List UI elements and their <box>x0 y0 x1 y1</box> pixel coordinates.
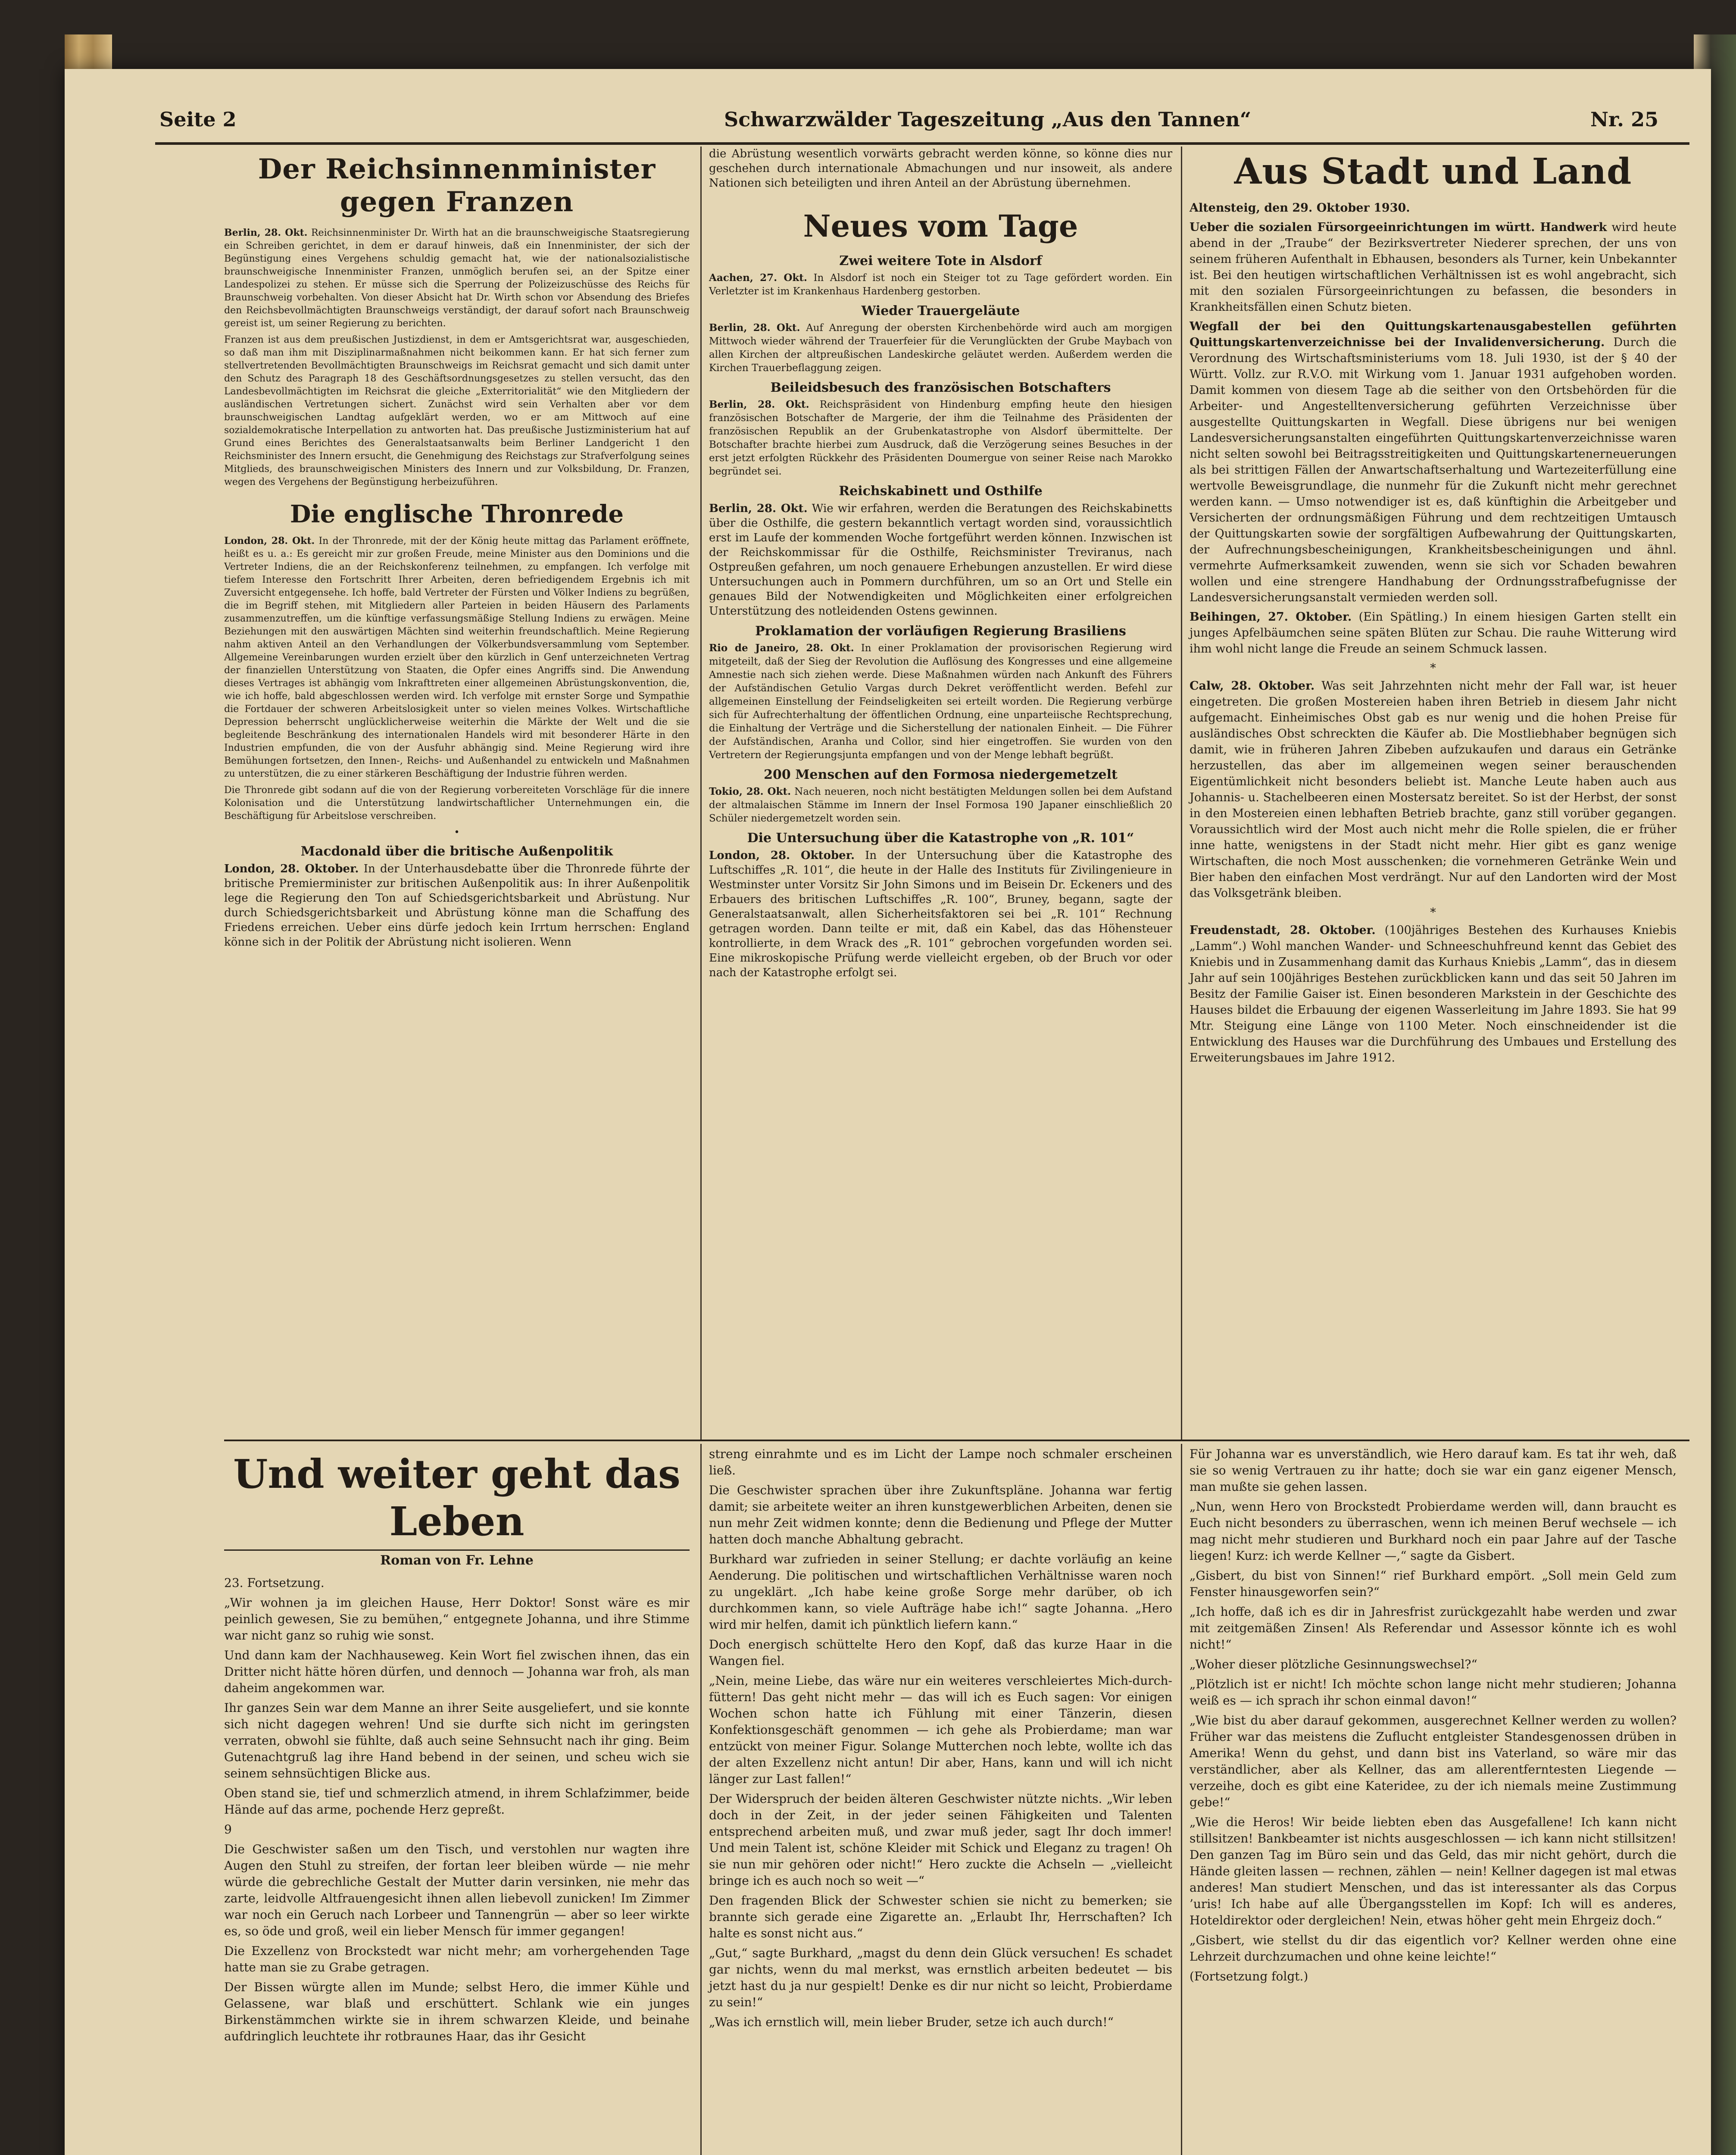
serial-paragraph: Und dann kam der Nachhauseweg. Kein Wort fiel zwischen ihnen, das ein Dritter nicht hätte hören dürfen, und dennoch — Johanna war froh, als man daheim angekommen war. <box>224 1648 690 1695</box>
article-paragraph: Berlin, 28. Okt. Reichsinnenminister Dr. Wirth hat an die braunschweigische Staatsregierung ein Schreiben gerichtet, in dem er darauf hinweis, daß ein Innenminister, der sich der Begünstigung eines Vergehens schuldig gemacht hat, wie der nationalsozialistische braunschweigische Innenminister Franzen, unmöglich berufen sei, an der Spitze einer Landespolizei zu stehen. Er müsse sich die Sperrung der Polizeizuschüsse des Reichs für Braunschweig vorbehalten. Von dieser Absicht hat Dr. Wirth schon vor Absendung des Briefes den Reichsbevollmächtigten Braunschweigs verständigt, der darauf sofort nach Braunschweig gereist ist, um seiner Regierung zu berichten. <box>224 227 690 329</box>
separator: * <box>1430 662 1436 675</box>
serial-paragraph: Für Johanna war es unverständlich, wie Hero darauf kam. Es tat ihr weh, daß sie so wenig Vertrauen zu ihr hatte; doch sie war ein ganz eigener Mensch, man mußte sie gehen lassen. <box>1190 1447 1677 1494</box>
article-paragraph: Die Thronrede gibt sodann auf die von der Regierung vorbereiteten Vorschläge für die innere Kolonisation und die Unterstützung landwirtschaftlicher Unternehmungen ein, die Beschäftigung für Arbeitslose verschreiben. <box>224 785 690 821</box>
serial-paragraph: „Wir wohnen ja im gleichen Hause, Herr Doktor! Sonst wäre es mir peinlich gewesen, Sie zu bemühen,“ entgegnete Johanna, und ihre Stimme war nicht ganz so ruhig wie sonst. <box>224 1596 690 1643</box>
serial-paragraph: streng einrahmte und es im Licht der Lampe noch schmaler erscheinen ließ. <box>709 1447 1172 1477</box>
article-title: Der Reichsinnenminister gegen Franzen <box>258 153 656 218</box>
serial-paragraph: „Was ich ernstlich will, mein lieber Bruder, setze ich auch durch!“ <box>709 2015 1114 2029</box>
serial-paragraph: „Wie die Heros! Wir beide liebten eben das Ausgefallene! Ich kann nicht stillsitzen! Bankbeamter ist nichts ausgeschlossen — ich kann nicht stillsitzen! Den ganzen Tag im Büro sein und das Geld, das mir nicht gehört, durch die Hände gleiten lassen — rechnen, zählen — nein! Kellner dagegen ist mal etwas anderes! Man studiert Menschen, und das ist interessanter als das Corpus ’uris! Ich habe auf alle Übergangsstellen im Kopf: Ich will es anderes, Hoteldirektor oder dergleichen! Nein, etwas höher geht mein Ehrgeiz doch.“ <box>1190 1815 1677 1927</box>
serial-paragraph: „Woher dieser plötzliche Gesinnungswechsel?“ <box>1190 1657 1477 1671</box>
article-paragraph: Freudenstadt, 28. Oktober. (100jähriges Bestehen des Kurhauses Kniebis „Lamm“.) Wohl manchen Wander- und Schneeschuhfreund kennt das Gebiet des Kniebis und in Zusammenhang damit das Kurhaus Kniebis „Lamm“, das in diesem Jahr auf sein 100jähriges Bestehen zurückblicken kann und das seit 50 Jahren im Besitz der Familie Gaiser ist. Einen besonderen Markstein in der Geschichte des Hauses bildet die Erbauung der eigenen Wasserleitung im Jahre 1893. Sie hat 99 Mtr. Steigung eine Länge von 1100 Meter. Noch einschneidender ist die Entwicklung des Hauses war die Durchführung des Umbaues und Erstellung des Erweiterungsbaues im Jahre 1912. <box>1190 924 1677 1065</box>
article-paragraph: Calw, 28. Oktober. Was seit Jahrzehnten nicht mehr der Fall war, ist heuer eingetreten. Die großen Mostereien haben ihren Betrieb in diesem Jahr nicht aufgemacht. Einheimisches Obst gab es nur wenig und die hohen Preise für ausländisches Obst schreckten die Käufer ab. Die Mostliebhaber begnügen sich damit, wie in früheren Jahren Zibeben aufzukaufen und daraus ein Getränke herzustellen, das aber im allgemeinen wegen seiner berauschenden Eigentümlichkeit nicht besonders beliebt ist. Manche Leute haben auch aus Johannis- u. Stachelbeeren einen Mostersatz bereitet. So ist der Herbst, der sonst in den Mostereien einen lebhaften Betrieb brachte, ganz still vorüber gegangen. Voraussichtlich wird der Most auch nicht mehr die Rolle spielen, die er früher inne hatte, wenigstens in der Stadt nicht mehr. Hier gibt es ganz wenige Wirtschaften, die noch Most ausschenken; die vornehmeren Getränke Wein und Bier haben den einfachen Most verdrängt. Nur auf den Landorten wird der Most das Volksgetränk bleiben. <box>1190 679 1677 900</box>
separator: • <box>454 827 460 838</box>
serial-paragraph: Oben stand sie, tief und schmerzlich atmend, in ihrem Schlafzimmer, beide Hände auf das arme, pochende Herz gepreßt. <box>224 1786 690 1817</box>
article-subtitle: Wieder Trauergeläute <box>861 303 1020 319</box>
article-paragraph: Wegfall der bei den Quittungskartenausgabestellen geführten Quittungskartenverzeichnisse bei der Invalidenversicherung. Durch die Verordnung des Wirtschaftsministeriums vom 18. Juli 1930, ist der § 40 der Württ. Vollz. zur R.V.O. mit Wirkung vom 1. Januar 1931 aufgehoben worden. Damit kommen von diesem Tage ab die seither von den Ortsbehörden für die Arbeiter- und Angestelltenversicherung geführten Verzeichnisse über ausgestellte Quittungskarten in Wegfall. Diese übrigens nur bei wenigen Landesversicherungsanstalten eingeführten Quittungskartenverzeichnisse waren nicht selten sowohl bei Beitragsstreitigkeiten und Quittungskartenerneuerungen als bei strittigen Fällen der Anwartschaftserhaltung und Wartezeiterfüllung eine wertvolle Beweisgrundlage, die nunmehr für die Zukunft nicht mehr gerechnet werden kann. — Umso notwendiger ist es, daß künftighin die Arbeitgeber und Versicherten der ordnungsmäßigen Führung und dem rechtzeitigen Umtausch der Quittungskarten sowie der sorgfältigen Aufbewahrung der Quittungskarten, der Aufrechnungsbescheinigungen, Krankheitsbescheinigungen und ähnl. vermehrte Aufmerksamkeit zuwenden, wenn sie sich vor Schaden bewahren wollen und eine strengere Handhabung der Ordnungsstrafbefugnisse der Landesversicherungsanstalt vermieden werden soll. <box>1190 320 1677 604</box>
article-paragraph: Tokio, 28. Okt. Nach neueren, noch nicht bestätigten Meldungen sollen bei dem Aufstand der altmalaischen Stämme im Innern der Insel Formosa 190 Japaner einschließlich 20 Schüler niedergemetzelt worden sein. <box>709 786 1172 824</box>
column-rule <box>1181 147 1182 1440</box>
serial-paragraph: Die Geschwister saßen um den Tisch, und verstohlen nur wagten ihre Augen den Stuhl zu streifen, der fortan leer bleiben würde — nie mehr würde die gebrechliche Gestalt der Mutter darin versinken, nie mehr das zarte, leidvolle Altfrauengesicht ihnen allen liebevoll zunicken! Im Zimmer war noch ein Geruch nach Lorbeer und Tannengrün — aber so leer wirkte es, so öde und groß, weil ein lieber Mensch für immer gegangen! <box>224 1842 690 1938</box>
article-paragraph: die Abrüstung wesentlich vorwärts gebracht werden könne, so könne dies nur geschehen durch internationale Abmachungen und nur insoweit, als andere Nationen sich beteiligten und ihren Anteil an der Abrüstung übernehmen. <box>709 147 1172 190</box>
page-header <box>155 103 1689 145</box>
column-1 <box>224 149 690 953</box>
column-rule <box>700 1444 702 2155</box>
column-rule <box>700 147 702 1440</box>
serial-column-1 <box>224 1446 690 2048</box>
separator: * <box>1430 906 1436 919</box>
serial-paragraph: Den fragenden Blick der Schwester schien sie nicht zu bemerken; sie brannte sich gerade eine Zigarette an. „Erlaubt Ihr, Herrschaften? Ich halte es sonst nicht aus.“ <box>709 1893 1172 1940</box>
serial-column-2 <box>709 1446 1172 2034</box>
installment-label: 23. Fortsetzung. <box>224 1576 325 1590</box>
page-number: Seite 2 <box>159 108 237 131</box>
serial-paragraph: „Ich hoffe, daß ich es dir in Jahresfrist zurückgezahlt habe werden und zwar mit zeitgemäßen Zinsen! Als Referendar und Assessor könnte ich es wohl nicht!“ <box>1190 1605 1677 1652</box>
article-subtitle: Macdonald über die britische Außenpolitik <box>300 844 613 859</box>
serial-paragraph: „Plötzlich ist er nicht! Ich möchte schon lange nicht mehr studieren; Johanna weiß es — ich sprach ihr schon einmal davon!“ <box>1190 1677 1677 1708</box>
serial-column-3 <box>1190 1446 1677 1988</box>
article-paragraph: Berlin, 28. Okt. Reichspräsident von Hindenburg empfing heute den hiesigen französischen Botschafter de Margerie, der ihm die Teilnahme des Präsidenten der französischen Republik an der Grubenkatastrophe von Alsdorf übermittelte. Der Botschafter brachte hierbei zum Ausdruck, daß die Verzögerung seines Besuches in der erst jetzt erfolgten Rückkehr des Präsidenten Doumergue von seiner Reise nach Marokko begründet sei. <box>709 399 1172 477</box>
dateline: Altensteig, den 29. Oktober 1930. <box>1190 201 1410 215</box>
article-paragraph: Berlin, 28. Okt. Auf Anregung der obersten Kirchenbehörde wird auch am morgigen Mittwoch wieder während der Trauerfeier für die Verunglückten der Grube Maybach von allen Kirchen der altpreußischen Landeskirche geläutet werden. Außerdem werden die Kirchen Trauerbeflaggung zeigen. <box>709 322 1173 374</box>
article-subtitle: 200 Menschen auf den Formosa niedergemetzelt <box>764 767 1118 782</box>
serial-paragraph: Der Bissen würgte allen im Munde; selbst Hero, die immer Kühle und Gelassene, war blaß und erschüttert. Schlank wie ein junges Birkenstämmchen wirkte sie in ihrem schwarzen Kleide, und beinahe aufdringlich leuchtete ihr rotbraunes Haar, das ihr Gesicht <box>224 1980 690 2043</box>
serial-paragraph: Doch energisch schüttelte Hero den Kopf, daß das kurze Haar in die Wangen fiel. <box>709 1637 1172 1668</box>
serial-paragraph: Der Widerspruch der beiden älteren Geschwister nützte nichts. „Wir leben doch in der Zeit, in der jeder seinen Fähigkeiten und Talenten entsprechend arbeiten muß, und zwar muß jeder, sagt Ihr doch immer! Und mein Talent ist, schöne Kleider mit Schick und Eleganz zu tragen! Oh sie nun mir gehören oder nicht!“ Hero zuckte die Achseln — „vielleicht bringe ich es auch noch so weit —“ <box>709 1792 1172 1888</box>
article-subtitle: Proklamation der vorläufigen Regierung Brasiliens <box>755 624 1126 639</box>
article-subtitle: Zwei weitere Tote in Alsdorf <box>839 253 1042 269</box>
article-subtitle: Die Untersuchung über die Katastrophe von „R. 101“ <box>747 831 1134 846</box>
article-paragraph: Rio de Janeiro, 28. Okt. In einer Proklamation der provisorischen Regierung wird mitgeteilt, daß der Sieg der Revolution die Auflösung des Kongresses und eine allgemeine Amnestie nach sich ziehen werde. Diese Maßnahmen würden nach Ankunft des Führers der Aufständischen Getulio Vargas durch Dekret veröffentlicht werden. Befehl zur allgemeinen Einstellung der Feindseligkeiten sei erteilt worden. Die Regierung verbürge sich für Aufrechterhaltung der öffentlichen Ordnung, eine unparteiische Rechtsprechung, die Einhaltung der Verträge und die Sicherstellung der nationalen Einheit. — Die Führer der Aufständischen, Aranha und Collor, sind hier eingetroffen. Sie wurden von den Vertretern der Regierungsjunta empfangen und von der Menge lebhaft begrüßt. <box>709 642 1172 761</box>
article-paragraph: London, 28. Oktober. In der Unterhausdebatte über die Thronrede führte der britische Premierminister zur britischen Außenpolitik aus: In ihrer Außenpolitik lege die Regierung den Ton auf Schiedsgerichtsbarkeit und Abrüstung. Nur durch Schiedsgerichtsbarkeit und Abrüstung könne man die Schaffung des Friedens erreichen. Ueber eins dürfe jedoch kein Irrtum herrschen: England könne sich in der Politik der Abrüstung nicht isolieren. Wenn <box>224 862 690 949</box>
serial-paragraph: „Nein, meine Liebe, das wäre nur ein weiteres verschleiertes Mich-durch-füttern! Das geht nicht mehr — das will ich es Euch sagen: Vor einigen Wochen schon hatte ich Fühlung mit einer Tänzerin, diesen Konfektionsgeschäft genommen — ich gehe als Probierdame; man war entzückt von meiner Figur. Solange Mutterchen noch lebte, wollte ich das der alten Exzellenz nicht antun! Dir aber, Hans, kann und will ich nicht länger zur Last fallen!“ <box>709 1674 1172 1786</box>
issue-number: Nr. 25 <box>1590 108 1659 131</box>
article-paragraph: Beihingen, 27. Oktober. (Ein Spätling.) In einem hiesigen Garten stellt ein junges Apfelbäumchen seine späten Blüten zur Schau. Die rauhe Witterung wird ihm wohl nicht lange die Freude an seinem Schmuck lassen. <box>1190 610 1677 656</box>
serial-paragraph: Die Exzellenz von Brockstedt war nicht mehr; am vorhergehenden Tage hatte man sie zu Grabe getragen. <box>224 1944 690 1974</box>
chapter-number: 9 <box>224 1822 232 1836</box>
article-paragraph: London, 28. Okt. In der Thronrede, mit der der König heute mittag das Parlament eröffnete, heißt es u. a.: Es gereicht mir zur großen Freude, meine Minister aus den Dominions und die Vertreter Indiens, die an der Reichskonferenz teilnehmen, zu empfangen. Ich verfolge mit tiefem Interesse den Fortschritt Ihrer Arbeiten, deren befriedigendem Ergebnis ich mit Zuversicht entgegensehe. Ich hoffe, bald Vertreter der Fürsten und Völker Indiens zu begrüßen, die im Begriff stehen, mit Mitgliedern aller Parteien in beiden Häusern des Parlaments zusammenzutreffen, um die künftige verfassungsmäßige Stellung Indiens zu erwägen. Meine Beziehungen mit den auswärtigen Mächten sind weiterhin freundschaftlich. Meine Regierung nahm aktiven Anteil an den Verhandlungen der Völkerbundsversammlung vom September. Allgemeine Vereinbarungen wurden erzielt über den kürzlich in Genf unterzeichneten Vertrag der finanziellen Unterstützung von Staaten, die Opfer eines Angriffs sind. Die Anwendung dieses Vertrages ist abhängig vom Inkrafttreten einer allgemeinen Abrüstungskonvention, die, wie ich hoffe, bald abgeschlossen werden wird. Ich verfolge mit ernster Sorge und Sympathie die Fortdauer der schweren Arbeitslosigkeit unter so vielen meines Volkes. Wirtschaftliche Depression beherrscht unglücklicherweise weiterhin die Märkte der Welt und die sie begleitende Beschränkung des internationalen Handels wird mit besonderer Härte in den Industrien empfunden, die von der Ausfuhr abhängig sind. Meine Regierung wird ihre Bemühungen fortsetzen, den Innen-, Reichs- und Außenhandel zu entwickeln und Maßnahmen zu unterstützen, die zu einer stärkeren Beschäftigung der Industrie führen werden. <box>224 535 690 779</box>
serial-title: Und weiter geht das Leben <box>224 1450 690 1551</box>
article-paragraph: Aachen, 27. Okt. In Alsdorf ist noch ein Steiger tot zu Tage gefördert worden. Ein Verletzter ist im Krankenhaus Hardenberg gestorben. <box>709 272 1173 297</box>
serial-paragraph: Burkhard war zufrieden in seiner Stellung; er dachte vorläufig an keine Aenderung. Die politischen und wirtschaftlichen Verhältnisse waren noch zu ungeklärt. „Ich habe keine große Sorge mehr darüber, ob ich durchkommen kann, so viele Aufträge habe ich!“ sagte Johanna. „Hero wird mir helfen, damit ich pünktlich liefern kann.“ <box>709 1552 1172 1632</box>
article-paragraph: Berlin, 28. Okt. Wie wir erfahren, werden die Beratungen des Reichskabinetts über die Osthilfe, die gestern bekanntlich vertagt worden sind, voraussichtlich erst im Laufe der kommenden Woche fortgeführt werden können. Inzwischen ist der Reichskommissar für die Osthilfe, Reichsminister Treviranus, nach Ostpreußen gefahren, um noch genauere Erhebungen anzustellen. Er wird diese Untersuchungen auch in Pommern durchführen, um so an Ort und Stelle ein genaues Bild der Notwendigkeiten und Möglichkeiten einer erfolgreichen Unterstützung des notleidenden Ostens gewinnen. <box>709 502 1172 618</box>
section-title: Neues vom Tage <box>803 208 1078 244</box>
column-3 <box>1190 147 1677 1069</box>
continued-note: (Fortsetzung folgt.) <box>1190 1969 1308 1983</box>
serial-paragraph: „Nun, wenn Hero von Brockstedt Probierdame werden will, dann braucht es Euch nicht besonders zu überraschen, wenn ich meinen Beruf wechsele — ich mag nicht mehr studieren und Burkhard noch ein paar Jahre auf der Tasche liegen! Kurz: ich werde Kellner —,“ sagte da Gisbert. <box>1190 1499 1677 1563</box>
article-paragraph: Ueber die sozialen Fürsorgeeinrichtungen im württ. Handwerk wird heute abend in der „Traube“ der Bezirksvertreter Niederer sprechen, der uns von seinem früheren Aufenthalt in Ebhausen, besonders als Turner, kein Unbekannter ist. Bei den heutigen wirtschaftlichen Verhältnissen ist es wohl angebracht, sich mit den sozialen Fürsorgeeinrichtungen zu befassen, die besonders in Krankheitsfällen einen Schutz bieten. <box>1190 221 1677 314</box>
serial-paragraph: „Gisbert, wie stellst du dir das eigentlich vor? Kellner werden ohne eine Lehrzeit durchzumachen und ohne keine leichte!“ <box>1190 1933 1677 1964</box>
serial-byline: Roman von Fr. Lehne <box>380 1553 534 1568</box>
article-paragraph: Franzen ist aus dem preußischen Justizdienst, in dem er Amtsgerichtsrat war, ausgeschieden, so daß man ihm mit Disziplinarmaßnahmen nicht beikommen kann. Er hat sich ferner zum stellvertretenden Bevollmächtigten Braunschweigs im Reichsrat gemacht und sich damit unter den Schutz des Paragraph 18 des Geschäftsordnungsgesetzes zu stellen versucht, das den Landesbevollmächtigten im Reichsrat die gleiche „Exterritorialität“ wie den Mitgliedern der ausländischen Vertretungen sichert. Zunächst wird sein Verhalten aber vor dem braunschweigischen Landtag aufgeklärt werden, wo er am Mittwoch auf eine sozialdemokratische Interpellation zu antworten hat. Das preußische Justizministerium hat auf Grund eines Berichtes des Generalstaatsanwalts beim Berliner Landgericht 1 den Reichsminister des Innern ersucht, die Genehmigung des Reichstags zur Strafverfolgung seines Mitglieds, des braunschweigischen Ministers des Innern und zur Volksbildung, Dr. Franzen, wegen des Vergehens der Begünstigung herbeizuführen. <box>224 334 690 487</box>
serial-paragraph: Ihr ganzes Sein war dem Manne an ihrer Seite ausgeliefert, und sie konnte sich nicht dagegen wehren! Und sie durfte sich nicht im geringsten verraten, obwohl sie fühlte, daß auch seine Sehnsucht nach ihr ging. Beim Gutenachtgruß lag ihre Hand bebend in der seinen, und scheu wich sie seinem sehnsüchtigen Blicke aus. <box>224 1701 690 1780</box>
serial-paragraph: Die Geschwister sprachen über ihre Zukunftspläne. Johanna war fertig damit; sie arbeitete weiter an ihren kunstgewerblichen Arbeiten, denen sie nun mehr Zeit widmen konnte; denn die Bedienung und Pflege der Mutter hatten doch manche Abhaltung gebracht. <box>709 1483 1172 1546</box>
serial-paragraph: „Gisbert, du bist von Sinnen!“ rief Burkhard empört. „Soll mein Geld zum Fenster hinausgeworfen sein?“ <box>1190 1568 1677 1599</box>
section-title: Aus Stadt und Land <box>1234 151 1632 192</box>
article-title: Die englische Thronrede <box>290 500 624 528</box>
column-2 <box>709 147 1172 984</box>
article-subtitle: Reichskabinett und Osthilfe <box>839 484 1043 499</box>
serial-paragraph: „Wie bist du aber darauf gekommen, ausgerechnet Kellner werden zu wollen? Früher war das meistens die Zuflucht entgleister Standesgenossen drüben in Amerika! Wenn du gehst, und dann bist ins Vaterland, so wäre mir das verständlicher, aber als Kellner, das am allerentferntesten Liegende — verzeihe, doch es gibt eine Kateridee, zu der ich niemals meine Zustimmung gebe!“ <box>1190 1713 1677 1809</box>
article-subtitle: Beileidsbesuch des französischen Botschafters <box>770 380 1111 395</box>
column-rule <box>1181 1444 1182 2155</box>
serial-paragraph: „Gut,“ sagte Burkhard, „magst du denn dein Glück versuchen! Es schadet gar nichts, wenn du mal merkst, was ernstlich arbeiten bedeutet — bis jetzt hast du ja nur gespielt! Denke es dir nur nicht so leicht, Probierdame zu sein!“ <box>709 1946 1172 2009</box>
section-rule <box>224 1440 1689 1441</box>
paper-title: Schwarzwälder Tageszeitung „Aus den Tannen“ <box>724 108 1252 131</box>
article-paragraph: London, 28. Oktober. In der Untersuchung über die Katastrophe des Luftschiffes „R. 101“, die heute in der Halle des Instituts für Zivilingenieure in Westminster unter Vorsitz Sir John Simons und im Beisein Dr. Eckeners und des Erbauers des britischen Luftschiffes „R. 100“, Bruney, begann, sagte der Generalstaatsanwalt, allen Sicherheitsfaktoren sei bei „R. 101“ Rechnung getragen worden. Dann teilte er mit, daß ein Kabel, das das Höhensteuer kontrollierte, in dem Wrack des „R. 101“ gebrochen vorgefunden worden sei. Eine mikroskopische Prüfung werde vielleicht ergeben, ob der Bruch vor oder nach der Katastrophe erfolgt sei. <box>709 849 1172 979</box>
